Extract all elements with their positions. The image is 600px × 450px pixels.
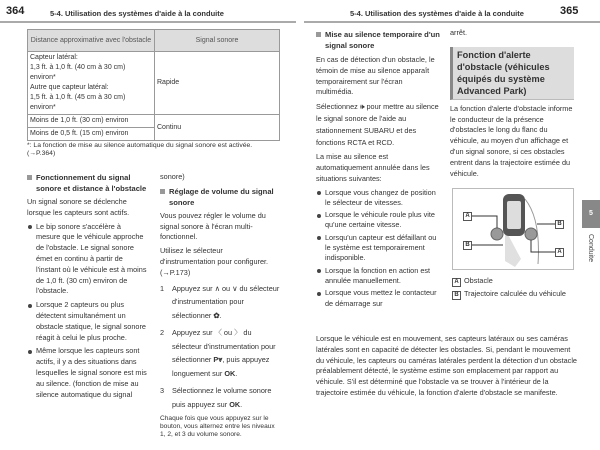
table-block <box>27 29 282 158</box>
table-cell: Autre que capteur latéral: <box>30 84 109 91</box>
table-cell: Rapide <box>155 52 280 115</box>
table-row <box>28 115 280 128</box>
step-3 <box>160 384 280 411</box>
legend-text: Obstacle <box>464 276 493 285</box>
page-number-left: 364 <box>6 5 25 17</box>
table-cell: 1,3 ft. à 1,0 ft. (40 cm à 30 cm) environ* <box>30 64 126 81</box>
step-text: ou <box>223 328 233 338</box>
step-number: 2 <box>160 328 165 338</box>
legend-item <box>452 287 574 300</box>
table-cell: Capteur latéral: <box>30 54 78 61</box>
step-text: Sélectionnez le volume sonore puis appuyez sur <box>172 386 272 409</box>
ok-button-icon: OK <box>224 368 236 378</box>
step-text: Appuyez sur <box>172 328 213 338</box>
left-column-2 <box>160 172 280 439</box>
section-heading: Réglage de volume du signal sonore <box>160 186 280 208</box>
text: Sélectionnez <box>316 102 358 112</box>
list-item: Lorsqu'un capteur est défaillant ou le système est temporairement indisponible. <box>316 233 440 264</box>
vehicle-diagram-icon <box>453 189 573 269</box>
list-item: Le bip sonore s'accélère à mesure que le véhicule approche de l'obstacle. Le signal sonore émet en continu à partir de l'instant où le véhicule est à moins de 1,0 ft. (30 cm) environ de l'obstacle. <box>27 222 147 298</box>
list-item: Lorsque le véhicule roule plus vite qu'une certaine vitesse. <box>316 210 440 231</box>
header-rule-left <box>0 21 296 23</box>
step-number: 3 <box>160 386 165 396</box>
parking-sensor-icon: P⩔ <box>213 355 223 365</box>
note: Chaque fois que vous appuyez sur le bouton, vous alternez entre les niveaux 1, 2, et 3 du volume sonore. <box>160 415 275 439</box>
section-heading: Mise au silence temporaire d'un signal sonore <box>316 29 440 51</box>
step-text: . <box>235 368 238 378</box>
table-cell: Moins de 0,5 ft. (15 cm) environ <box>28 128 155 141</box>
list-item: Lorsque vous changez de position le sélecteur de vitesses. <box>316 188 440 209</box>
paragraph: Utilisez le sélecteur d'instrumentation pour configurer. (→P.173) <box>160 246 269 277</box>
step-text: , puis appuyez longuement sur <box>172 355 270 378</box>
table-row <box>28 52 280 115</box>
sound-signal-table <box>27 29 280 141</box>
page-number-right: 365 <box>560 5 579 17</box>
left-column-1 <box>27 172 147 403</box>
section-heading: Fonctionnement du signal sonore et distance à l'obstacle <box>27 172 147 194</box>
paragraph: arrêt. <box>450 28 468 37</box>
speaker-mute-icon: 🕪 <box>359 102 365 112</box>
table-cell: 1,5 ft. à 1,0 ft. (45 cm à 30 cm) environ* <box>30 94 126 111</box>
chapter-tab[interactable]: 5 <box>582 200 600 228</box>
right-column-2 <box>450 28 574 182</box>
table-cell: Continu <box>155 115 280 141</box>
text: pour mettre au silence le signal sonore de l'aide au stationnement SUBARU et des fonctions RCTA et RCD. <box>316 102 439 148</box>
list-item: Lorsque 2 capteurs ou plus détectent simultanément un obstacle statique, le signal sonore réagit à celui le plus proche. <box>27 300 147 343</box>
list-item: Même lorsque les capteurs sont actifs, il y a des situations dans lesquelles le signal sonore est mis au silence. (fonction de mise au silence automatique du signal <box>27 346 147 400</box>
obstacle-diagram <box>452 188 574 270</box>
legend-key: B <box>452 291 461 300</box>
step-number: 1 <box>160 283 165 293</box>
diagram-label-b: B <box>463 241 472 250</box>
right-column-1 <box>316 29 440 311</box>
header-title-left: 5-4. Utilisation des systèmes d'aide à la conduite <box>50 9 224 18</box>
diagram-label-a: A <box>555 248 564 257</box>
step-text: ou <box>221 283 231 293</box>
paragraph: Vous pouvez régler le volume du signal sonore à l'écran multi-fonctionnel. <box>160 210 266 242</box>
section-title-box: Fonction d'alerte d'obstacle (véhicules équipés du système Advanced Park) <box>450 47 574 100</box>
paragraph: La mise au silence est automatiquement annulée dans les situations suivantes: <box>316 152 430 183</box>
table-cell: Moins de 1,0 ft. (30 cm) environ <box>28 115 155 128</box>
step-1 <box>160 282 280 323</box>
diagram-label-a: A <box>463 212 472 221</box>
left-arrow-icon: 〈 <box>214 328 222 338</box>
diagram-label-b: B <box>555 220 564 229</box>
step-2 <box>160 326 280 380</box>
header-rule-right <box>304 21 600 23</box>
legend-text: Trajectoire calculée du véhicule <box>464 289 566 298</box>
header-title-right: 5-4. Utilisation des systèmes d'aide à la conduite <box>350 9 524 18</box>
ok-button-icon: OK <box>229 399 241 409</box>
paragraph: sonore) <box>160 172 185 181</box>
right-arrow-icon: 〉 <box>234 328 242 338</box>
step-text: du sélecteur d'instrumentation pour sélectionner <box>172 328 276 365</box>
step-text: Appuyez sur <box>172 283 213 293</box>
list-item: Lorsque la fonction en action est annulée manuellement. <box>316 266 440 287</box>
table-header: Signal sonore <box>155 30 280 52</box>
table-header: Distance approximative avec l'obstacle <box>28 30 155 52</box>
table-footnote: *: La fonction de mise au silence automatique du signal sonore est activée. (→P.364) <box>27 142 253 157</box>
diagram-legend <box>452 274 574 300</box>
legend-key: A <box>452 278 461 287</box>
legend-item <box>452 274 574 287</box>
paragraph: En cas de détection d'un obstacle, le témoin de mise au silence apparaît temporairement sur l'écran multimédia. <box>316 55 435 97</box>
step-text: . <box>240 399 243 409</box>
bottom-paragraph: Lorsque le véhicule est en mouvement, ses capteurs latéraux ou ses caméras latérales sont en capacité de détecter les obstacles. Si, pendant le mouvement du véhicule, les capteurs ou caméras latérales perdent la détection d'un obstacle préalablement détecté, le système estime son emplacement par rapport au véhicule. S'il est déterminé que l'obstacle va se trouver à l'intérieur de la trajectoire estimée du véhicule, la fonction d'alerte d'obstacle se manifeste. <box>316 334 577 397</box>
gear-icon: ✿ <box>213 310 220 320</box>
down-arrow-icon: ∨ <box>232 283 238 293</box>
paragraph <box>316 101 440 149</box>
step-text: du sélecteur d'instrumentation pour sélectionner <box>172 283 280 320</box>
chapter-tab-label: Conduite <box>587 234 594 263</box>
step-text: . <box>219 310 222 320</box>
up-arrow-icon: ∧ <box>214 283 220 293</box>
list-item: Lorsque vous mettez le contacteur de démarrage sur <box>316 288 440 309</box>
paragraph: Un signal sonore se déclenche lorsque les capteurs sont actifs. <box>27 197 130 217</box>
paragraph: La fonction d'alerte d'obstacle informe le conducteur de la présence d'obstacles le long du flanc du véhicule, au moyen d'un affichage et d'un signal sonore, si ces obstacles entrent dans la trajectoire estimée du véhicule. <box>450 103 573 178</box>
